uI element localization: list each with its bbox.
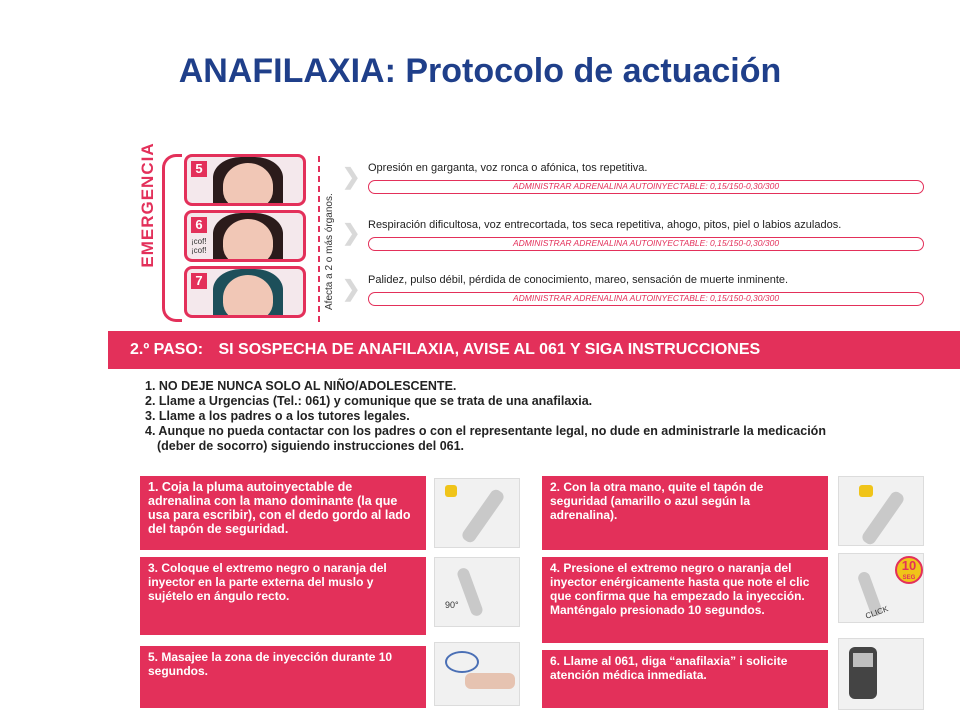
- step-6: 6. Llame al 061, diga “anafilaxia” i solicite atención médica inmediata.: [542, 650, 828, 708]
- step-1-image: [434, 478, 520, 548]
- emergency-label: EMERGENCIA: [138, 142, 157, 268]
- click-label: CLICK: [864, 604, 890, 621]
- instruction-item: (deber de socorro) siguiendo instrucciones del 061.: [157, 439, 465, 453]
- action-pill: ADMINISTRAR ADRENALINA AUTOINYECTABLE: 0,15/150-0,30/300: [368, 237, 924, 251]
- emergency-card-7: [184, 266, 306, 318]
- chevron-right-icon: ❯: [342, 164, 361, 189]
- emergency-section: [138, 142, 938, 330]
- timer-badge: [895, 556, 923, 584]
- illustration-face: [223, 275, 273, 318]
- safety-cap: [445, 485, 457, 497]
- hand: [465, 673, 515, 689]
- step-3: 3. Coloque el extremo negro o naranja del inyector en la parte externa del muslo y sujételo en ángulo recto.: [140, 557, 426, 635]
- card-number: 6: [191, 217, 207, 233]
- cough-text: [191, 237, 207, 255]
- timer-unit: SEG: [902, 575, 916, 581]
- autoinjector-pen: [860, 489, 906, 546]
- instructions-list: [145, 379, 945, 454]
- affects-note: Afecta a 2 o más órganos.: [324, 193, 335, 310]
- cough-label: ¡cof!: [191, 237, 207, 246]
- banner-text: SI SOSPECHA DE ANAFILAXIA, AVISE AL 061 Y SIGA INSTRUCCIONES: [218, 341, 761, 358]
- instruction-item: 4. Aunque no pueda contactar con los padres o con el representante legal, no dude en administrarle la medicación: [145, 424, 826, 438]
- step-2: 2. Con la otra mano, quite el tapón de seguridad (amarillo o azul según la adrenalina).: [542, 476, 828, 550]
- instruction-item: 3. Llame a los padres o a los tutores legales.: [145, 409, 410, 423]
- phone-screen: [853, 653, 873, 667]
- card-number: 7: [191, 273, 207, 289]
- step-2-image: [838, 476, 924, 546]
- instruction-item: 2. Llame a Urgencias (Tel.: 061) y comunique que se trata de una anafilaxia.: [145, 394, 593, 408]
- autoinjector-pen: [460, 487, 506, 544]
- autoinjector-pen: [456, 566, 484, 617]
- step-5: 5. Masajee la zona de inyección durante 10 segundos.: [140, 646, 426, 708]
- action-pill: ADMINISTRAR ADRENALINA AUTOINYECTABLE: 0,15/150-0,30/300: [368, 180, 924, 194]
- chevron-right-icon: ❯: [342, 276, 361, 301]
- safety-cap: [859, 485, 873, 497]
- step-4: 4. Presione el extremo negro o naranja del inyector enérgicamente hasta que note el clic que confirma que ha empezado la inyección. Manténgalo presionado 10 segundos.: [542, 557, 828, 643]
- step-1: 1. Coja la pluma autoinyectable de adrenalina con la mano dominante (la que usa para escribir), con el dedo gordo al lado del tapón de seguridad.: [140, 476, 426, 550]
- instruction-item: 1. NO DEJE NUNCA SOLO AL NIÑO/ADOLESCENTE.: [145, 379, 457, 393]
- step2-banner: [108, 331, 960, 369]
- emergency-card-5: [184, 154, 306, 206]
- dashed-divider: [310, 156, 320, 322]
- chevron-right-icon: ❯: [342, 220, 361, 245]
- symptom-text: Opresión en garganta, voz ronca o afónica, tos repetitiva.: [368, 162, 648, 174]
- emergency-card-6: [184, 210, 306, 262]
- step-3-image: [434, 557, 520, 627]
- symptom-text: Palidez, pulso débil, pérdida de conocimiento, mareo, sensación de muerte inminente.: [368, 274, 789, 286]
- angle-label: 90°: [445, 600, 459, 610]
- illustration-face: [223, 219, 273, 262]
- timer-value: 10: [901, 558, 917, 573]
- action-pill: ADMINISTRAR ADRENALINA AUTOINYECTABLE: 0,15/150-0,30/300: [368, 292, 924, 306]
- page-title: ANAFILAXIA: Protocolo de actuación: [178, 52, 782, 90]
- emergency-brace: [162, 154, 182, 322]
- cough-label: ¡cof!: [191, 246, 207, 255]
- illustration-face: [223, 163, 273, 206]
- card-number: 5: [191, 161, 207, 177]
- banner-step: 2.º PASO:: [130, 341, 204, 358]
- symptom-text: Respiración dificultosa, voz entrecortada, tos seca repetitiva, ahogo, pitos, piel o labios azulados.: [368, 219, 842, 231]
- step-4-image: [838, 553, 924, 623]
- massage-circle-icon: [445, 651, 479, 673]
- step-6-image: [838, 638, 924, 710]
- step-5-image: [434, 642, 520, 706]
